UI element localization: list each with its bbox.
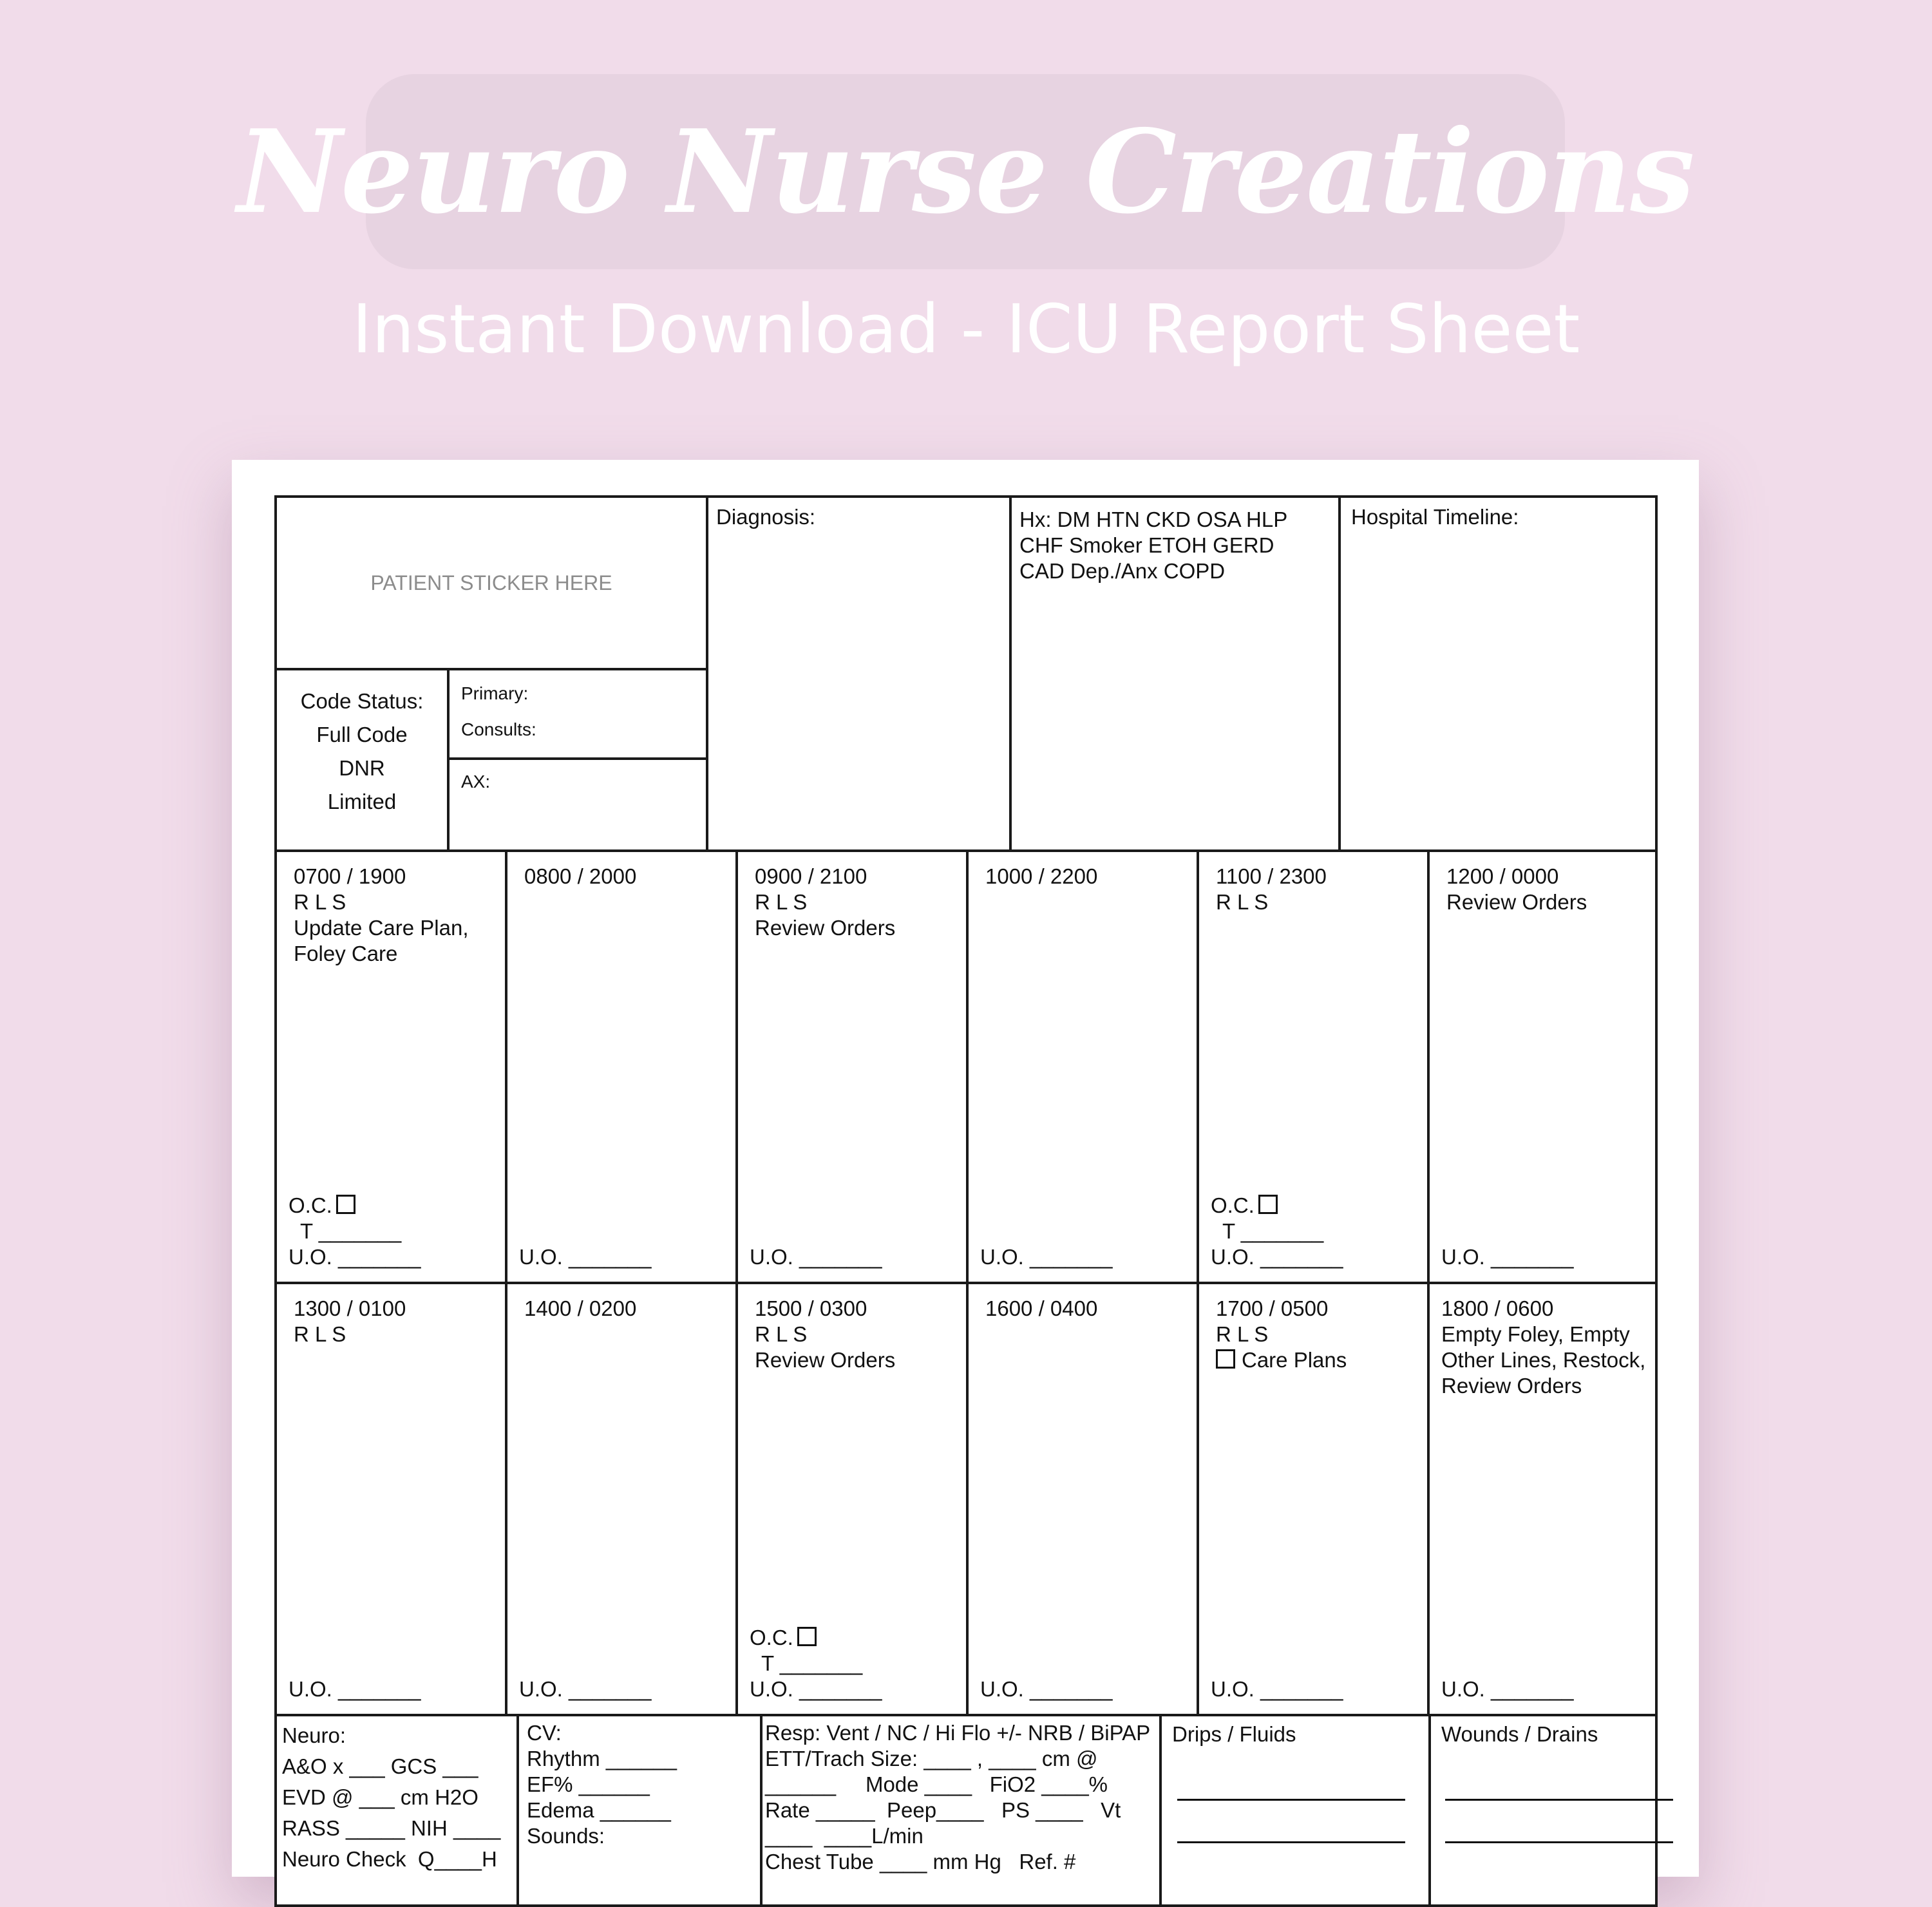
slot-time: 0900 / 2100	[755, 864, 867, 888]
oc-label: O.C.	[289, 1193, 332, 1217]
checkbox-icon[interactable]	[797, 1627, 817, 1646]
slot-task: Other Lines, Restock,	[1441, 1348, 1646, 1372]
neuro-title: Neuro:	[282, 1723, 346, 1747]
slot-task: R L S	[755, 890, 808, 914]
diagnosis-label: Diagnosis:	[716, 505, 816, 529]
neuro-line: RASS _____ NIH ____	[282, 1816, 501, 1840]
slot-task: Empty Foley, Empty	[1441, 1322, 1630, 1346]
product-subtitle: Instant Download - ICU Report Sheet	[352, 290, 1580, 368]
neuro-line: Neuro Check Q____H	[282, 1847, 497, 1871]
resp-line: Rate _____ Peep____ PS ____ Vt	[765, 1798, 1121, 1822]
cv-line: Sounds:	[527, 1824, 605, 1848]
urine-output-line: U.O. _______	[750, 1677, 882, 1701]
time-slot-0700	[274, 849, 507, 1284]
time-slot-1700	[1197, 1282, 1430, 1716]
cv-line: EF% ______	[527, 1772, 650, 1796]
oc-label: O.C.	[750, 1626, 793, 1649]
slot-time: 1000 / 2200	[985, 864, 1098, 888]
urine-output-line: U.O. _______	[289, 1677, 421, 1701]
brand-title: Neuro Nurse Creations	[237, 104, 1694, 239]
neuro-line: A&O x ___ GCS ___	[282, 1754, 478, 1778]
temp-line: T _______	[1222, 1219, 1324, 1243]
write-line[interactable]	[1177, 1841, 1405, 1843]
temp-line: T _______	[761, 1651, 863, 1675]
hx-line-3: CAD Dep./Anx COPD	[1019, 559, 1226, 583]
checkbox-icon[interactable]	[336, 1195, 355, 1214]
write-line[interactable]	[1445, 1799, 1673, 1801]
cv-line: Rhythm ______	[527, 1747, 677, 1770]
brand-banner	[237, 74, 1694, 269]
slot-time: 1800 / 0600	[1441, 1296, 1554, 1320]
resp-line: ETT/Trach Size: ____ , ____ cm @	[765, 1747, 1098, 1770]
urine-output-line: U.O. _______	[1211, 1245, 1343, 1269]
time-slot-1100	[1197, 849, 1430, 1284]
neuro-box	[274, 1714, 519, 1907]
slot-time: 1600 / 0400	[985, 1296, 1098, 1320]
neuro-line: EVD @ ___ cm H2O	[282, 1785, 478, 1809]
write-line[interactable]	[1445, 1841, 1673, 1843]
code-status-title: Code Status:	[300, 689, 424, 713]
code-limited: Limited	[327, 790, 397, 813]
slot-time: 1300 / 0100	[294, 1296, 406, 1320]
time-slot-1800	[1427, 1282, 1658, 1716]
resp-line: Chest Tube ____ mm Hg Ref. #	[765, 1850, 1076, 1874]
slot-task: Update Care Plan,	[294, 916, 469, 940]
primary-consults-box	[447, 668, 708, 760]
time-slot-1400	[505, 1282, 738, 1716]
time-slot-1300	[274, 1282, 507, 1716]
time-slot-1600	[966, 1282, 1199, 1716]
cv-title: CV:	[527, 1721, 562, 1745]
slot-task: Foley Care	[294, 942, 398, 965]
code-status-box	[274, 668, 450, 852]
write-line[interactable]	[1177, 1799, 1405, 1801]
slot-task: R L S	[294, 890, 346, 914]
resp-line: ____ ____L/min	[765, 1824, 923, 1848]
resp-title: Resp: Vent / NC / Hi Flo +/- NRB / BiPAP	[765, 1721, 1151, 1745]
slot-task: R L S	[1216, 1322, 1269, 1346]
slot-time: 1700 / 0500	[1216, 1296, 1329, 1320]
slot-time: 1400 / 0200	[524, 1296, 637, 1320]
time-slot-1000	[966, 849, 1199, 1284]
patient-sticker-box	[274, 495, 708, 670]
slot-time: 0800 / 2000	[524, 864, 637, 888]
slot-task: Review Orders	[1441, 1374, 1582, 1398]
urine-output-line: U.O. _______	[1441, 1245, 1574, 1269]
slot-task: Review Orders	[755, 916, 896, 940]
slot-task: R L S	[1216, 890, 1269, 914]
ax-label: AX:	[461, 772, 491, 792]
wounds-title: Wounds / Drains	[1441, 1722, 1598, 1746]
urine-output-line: U.O. _______	[980, 1677, 1113, 1701]
primary-label: Primary:	[461, 683, 529, 703]
hx-line-2: CHF Smoker ETOH GERD	[1019, 533, 1274, 557]
temp-line: T _______	[300, 1219, 402, 1243]
slot-task: Review Orders	[755, 1348, 896, 1372]
urine-output-line: U.O. _______	[1441, 1677, 1574, 1701]
history-box	[1009, 495, 1341, 852]
resp-box	[760, 1714, 1162, 1907]
urine-output-line: U.O. _______	[980, 1245, 1113, 1269]
consults-label: Consults:	[461, 719, 536, 739]
hx-line-1: Hx: DM HTN CKD OSA HLP	[1019, 508, 1288, 531]
slot-task: Review Orders	[1446, 890, 1587, 914]
cv-line: Edema ______	[527, 1798, 671, 1822]
code-full: Full Code	[316, 723, 408, 746]
checkbox-icon[interactable]	[1258, 1195, 1278, 1214]
report-sheet	[232, 460, 1699, 1877]
time-slot-1200	[1427, 849, 1658, 1284]
timeline-label: Hospital Timeline:	[1351, 505, 1519, 529]
slot-task: R L S	[755, 1322, 808, 1346]
urine-output-line: U.O. _______	[519, 1677, 652, 1701]
diagnosis-box	[706, 495, 1012, 852]
urine-output-line: U.O. _______	[289, 1245, 421, 1269]
urine-output-line: U.O. _______	[1211, 1677, 1343, 1701]
cv-box	[516, 1714, 762, 1907]
slot-time: 1500 / 0300	[755, 1296, 867, 1320]
drips-fluids-box	[1159, 1714, 1431, 1907]
time-slot-0800	[505, 849, 738, 1284]
urine-output-line: U.O. _______	[750, 1245, 882, 1269]
slot-time: 1100 / 2300	[1216, 864, 1327, 888]
time-slot-0900	[735, 849, 969, 1284]
drips-title: Drips / Fluids	[1172, 1722, 1296, 1746]
slot-time: 0700 / 1900	[294, 864, 406, 888]
urine-output-line: U.O. _______	[519, 1245, 652, 1269]
care-plans-label: Care Plans	[1242, 1348, 1347, 1372]
code-dnr: DNR	[339, 756, 385, 780]
hospital-timeline-box	[1338, 495, 1658, 852]
wounds-drains-box	[1428, 1714, 1658, 1907]
checkbox-icon[interactable]	[1216, 1349, 1235, 1369]
oc-label: O.C.	[1211, 1193, 1255, 1217]
slot-task: R L S	[294, 1322, 346, 1346]
resp-line: ______ Mode ____ FiO2 ____%	[765, 1772, 1108, 1796]
patient-sticker-label: PATIENT STICKER HERE	[370, 571, 612, 594]
ax-box	[447, 757, 708, 852]
time-slot-1500	[735, 1282, 969, 1716]
slot-time: 1200 / 0000	[1446, 864, 1559, 888]
